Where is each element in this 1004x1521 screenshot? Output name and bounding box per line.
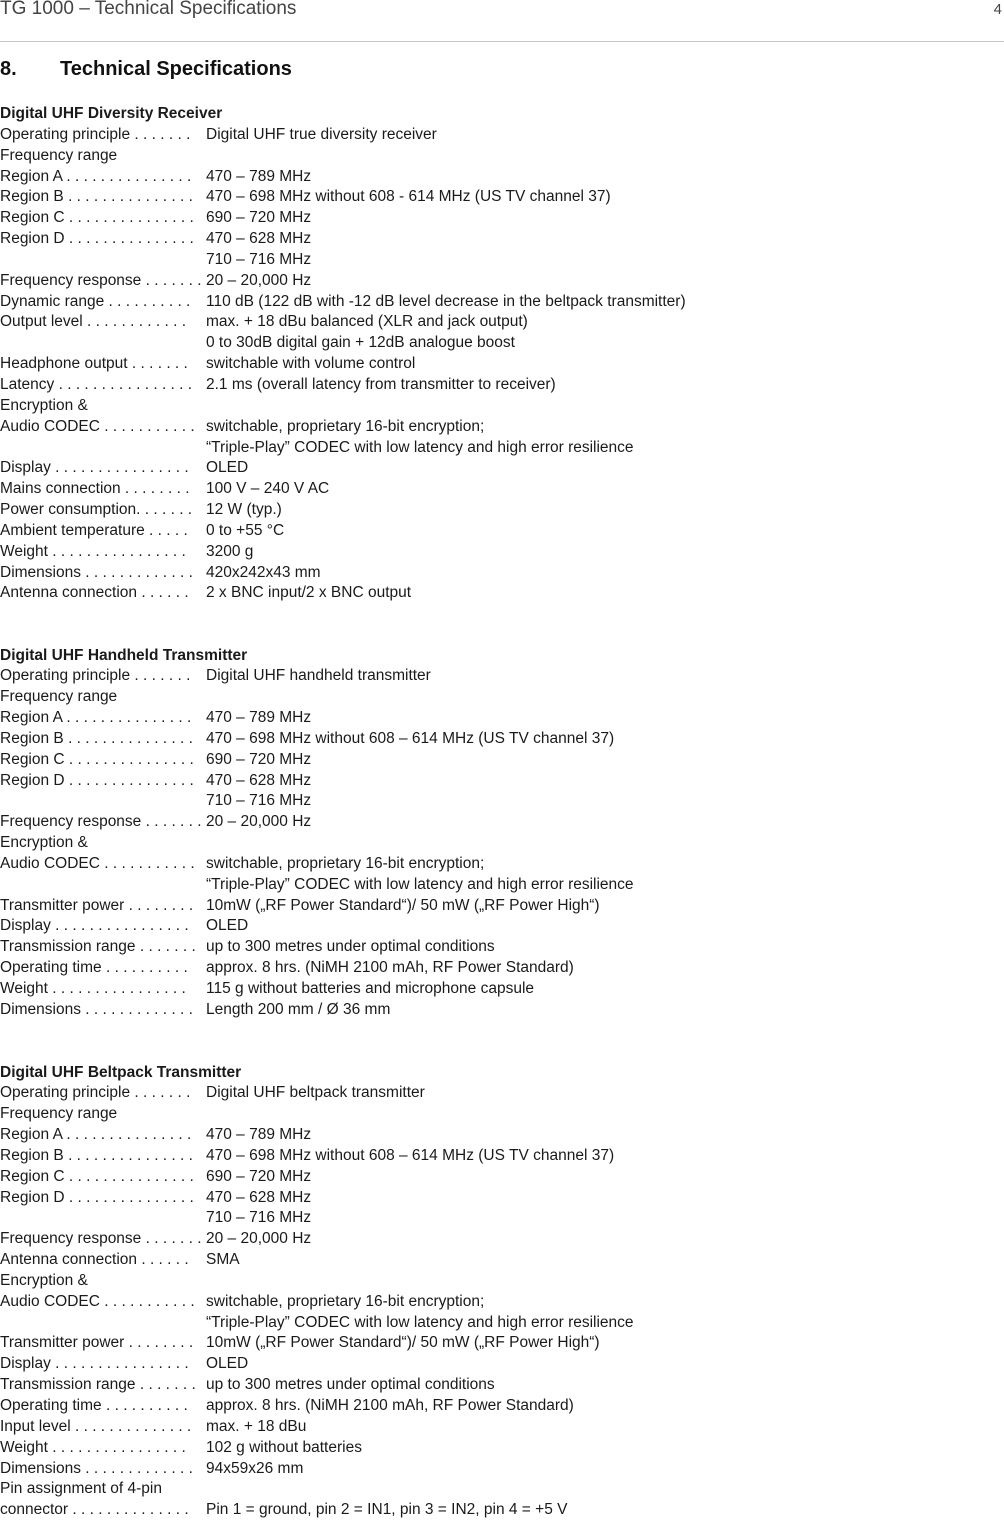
spec-value: “Triple-Play” CODEC with low latency and high error resilience bbox=[206, 438, 634, 459]
spec-value: up to 300 metres under optimal conditions bbox=[206, 937, 495, 958]
spec-value: 20 – 20,000 Hz bbox=[206, 271, 311, 292]
spec-value: 470 – 628 MHz bbox=[206, 229, 311, 250]
spec-value: OLED bbox=[206, 916, 248, 937]
spec-value: 710 – 716 MHz bbox=[206, 791, 311, 812]
spec-value: Digital UHF handheld transmitter bbox=[206, 666, 431, 687]
spec-label: Transmission range . . . . . . . bbox=[0, 937, 196, 958]
spec-row bbox=[0, 500, 1004, 521]
spec-label: Region D . . . . . . . . . . . . . . . bbox=[0, 229, 194, 250]
spec-value: 10mW („RF Power Standard“)/ 50 mW („RF Power High“) bbox=[206, 896, 600, 917]
spec-label: Region B . . . . . . . . . . . . . . . bbox=[0, 729, 193, 750]
spec-row bbox=[0, 1188, 1004, 1209]
spec-row bbox=[0, 708, 1004, 729]
spec-row bbox=[0, 771, 1004, 792]
spec-label: Region C . . . . . . . . . . . . . . . bbox=[0, 1167, 194, 1188]
spec-value: OLED bbox=[206, 458, 248, 479]
spec-label: Audio CODEC . . . . . . . . . . . bbox=[0, 854, 195, 875]
spec-label: Region D . . . . . . . . . . . . . . . bbox=[0, 1188, 194, 1209]
spec-value: 10mW („RF Power Standard“)/ 50 mW („RF Power High“) bbox=[206, 1333, 600, 1354]
spec-row bbox=[0, 666, 1004, 687]
spec-row bbox=[0, 146, 1004, 167]
spec-row bbox=[0, 1229, 1004, 1250]
spec-value: switchable with volume control bbox=[206, 354, 415, 375]
spec-label: Region D . . . . . . . . . . . . . . . bbox=[0, 771, 194, 792]
spec-value: 470 – 698 MHz without 608 – 614 MHz (US TV channel 37) bbox=[206, 1146, 614, 1167]
spec-row bbox=[0, 271, 1004, 292]
spec-label: Output level . . . . . . . . . . . . bbox=[0, 312, 186, 333]
spec-value: 3200 g bbox=[206, 542, 253, 563]
spec-row bbox=[0, 542, 1004, 563]
spec-label: Region C . . . . . . . . . . . . . . . bbox=[0, 208, 194, 229]
spec-value: 0 to 30dB digital gain + 12dB analogue boost bbox=[206, 333, 515, 354]
spec-row bbox=[0, 1000, 1004, 1021]
spec-value: 470 – 698 MHz without 608 - 614 MHz (US TV channel 37) bbox=[206, 187, 611, 208]
spec-value: 102 g without batteries bbox=[206, 1438, 362, 1459]
spec-label: Mains connection . . . . . . . . bbox=[0, 479, 190, 500]
handheld-spec-section bbox=[0, 646, 1004, 1021]
spec-value: 12 W (typ.) bbox=[206, 500, 282, 521]
spec-label: Display . . . . . . . . . . . . . . . . bbox=[0, 1354, 189, 1375]
spec-label: Frequency range bbox=[0, 687, 117, 708]
spec-row bbox=[0, 333, 1004, 354]
spec-row bbox=[0, 583, 1004, 604]
spec-value: “Triple-Play” CODEC with low latency and high error resilience bbox=[206, 875, 634, 896]
spec-value: 20 – 20,000 Hz bbox=[206, 1229, 311, 1250]
spec-label: Encryption & bbox=[0, 1271, 88, 1292]
spec-value: 110 dB (122 dB with -12 dB level decrease in the beltpack transmitter) bbox=[206, 292, 686, 313]
receiver-spec-section bbox=[0, 104, 1004, 604]
spec-row bbox=[0, 791, 1004, 812]
spec-label: Region A . . . . . . . . . . . . . . . bbox=[0, 1125, 191, 1146]
spec-label: Region B . . . . . . . . . . . . . . . bbox=[0, 1146, 193, 1167]
spec-rows bbox=[0, 125, 1004, 604]
spec-row bbox=[0, 250, 1004, 271]
spec-label: Input level . . . . . . . . . . . . . . bbox=[0, 1417, 191, 1438]
spec-value: 115 g without batteries and microphone capsule bbox=[206, 979, 534, 1000]
spec-value: Length 200 mm / Ø 36 mm bbox=[206, 1000, 390, 1021]
spec-label: Dynamic range . . . . . . . . . . bbox=[0, 292, 190, 313]
spec-label: Power consumption. . . . . . . bbox=[0, 500, 192, 521]
spec-value: 690 – 720 MHz bbox=[206, 1167, 311, 1188]
chapter-heading bbox=[0, 58, 292, 81]
spec-label: Encryption & bbox=[0, 833, 88, 854]
spec-value: Pin 1 = ground, pin 2 = IN1, pin 3 = IN2, pin 4 = +5 V bbox=[206, 1500, 567, 1521]
spec-value: switchable, proprietary 16-bit encryption; bbox=[206, 1292, 484, 1313]
spec-row bbox=[0, 208, 1004, 229]
spec-label: Headphone output . . . . . . . bbox=[0, 354, 188, 375]
spec-row bbox=[0, 1208, 1004, 1229]
spec-row bbox=[0, 1250, 1004, 1271]
spec-row bbox=[0, 1292, 1004, 1313]
spec-label: Operating principle . . . . . . . bbox=[0, 666, 190, 687]
spec-label: Dimensions . . . . . . . . . . . . . bbox=[0, 563, 193, 584]
spec-label: Transmission range . . . . . . . bbox=[0, 1375, 196, 1396]
spec-row bbox=[0, 833, 1004, 854]
beltpack-spec-section bbox=[0, 1063, 1004, 1521]
page-number: 4 bbox=[994, 1, 1002, 18]
spec-label: Encryption & bbox=[0, 396, 88, 417]
spec-row bbox=[0, 750, 1004, 771]
spec-row bbox=[0, 1104, 1004, 1125]
spec-value: 100 V – 240 V AC bbox=[206, 479, 329, 500]
spec-value: 690 – 720 MHz bbox=[206, 208, 311, 229]
spec-value: 470 – 789 MHz bbox=[206, 167, 311, 188]
spec-row bbox=[0, 896, 1004, 917]
spec-label: Dimensions . . . . . . . . . . . . . bbox=[0, 1459, 193, 1480]
spec-value: “Triple-Play” CODEC with low latency and high error resilience bbox=[206, 1313, 634, 1334]
spec-row bbox=[0, 1313, 1004, 1334]
chapter-title: Technical Specifications bbox=[60, 58, 292, 80]
section-title: Digital UHF Handheld Transmitter bbox=[0, 646, 1004, 667]
spec-row bbox=[0, 1125, 1004, 1146]
spec-row bbox=[0, 125, 1004, 146]
spec-row bbox=[0, 375, 1004, 396]
spec-label: Frequency response . . . . . . . bbox=[0, 271, 202, 292]
spec-label: Frequency range bbox=[0, 1104, 117, 1125]
spec-label: Display . . . . . . . . . . . . . . . . bbox=[0, 458, 189, 479]
spec-value: 2 x BNC input/2 x BNC output bbox=[206, 583, 411, 604]
spec-row bbox=[0, 1333, 1004, 1354]
spec-label: Audio CODEC . . . . . . . . . . . bbox=[0, 417, 195, 438]
spec-row bbox=[0, 729, 1004, 750]
spec-row bbox=[0, 1500, 1004, 1521]
spec-row bbox=[0, 1167, 1004, 1188]
spec-label: Region C . . . . . . . . . . . . . . . bbox=[0, 750, 194, 771]
spec-label: Region A . . . . . . . . . . . . . . . bbox=[0, 167, 191, 188]
spec-row bbox=[0, 958, 1004, 979]
spec-value: 20 – 20,000 Hz bbox=[206, 812, 311, 833]
spec-row bbox=[0, 1459, 1004, 1480]
spec-value: approx. 8 hrs. (NiMH 2100 mAh, RF Power Standard) bbox=[206, 1396, 574, 1417]
spec-label: Antenna connection . . . . . . bbox=[0, 1250, 189, 1271]
spec-value: max. + 18 dBu bbox=[206, 1417, 306, 1438]
spec-row bbox=[0, 187, 1004, 208]
spec-row bbox=[0, 312, 1004, 333]
spec-label: Transmitter power . . . . . . . . bbox=[0, 896, 193, 917]
spec-row bbox=[0, 354, 1004, 375]
spec-row bbox=[0, 854, 1004, 875]
spec-row bbox=[0, 521, 1004, 542]
spec-label: Antenna connection . . . . . . bbox=[0, 583, 189, 604]
spec-row bbox=[0, 396, 1004, 417]
document-title: TG 1000 – Technical Specifications bbox=[0, 0, 296, 20]
spec-label: Operating principle . . . . . . . bbox=[0, 1083, 190, 1104]
spec-value: 470 – 789 MHz bbox=[206, 708, 311, 729]
spec-row bbox=[0, 292, 1004, 313]
spec-label: connector . . . . . . . . . . . . . . bbox=[0, 1500, 189, 1521]
spec-row bbox=[0, 229, 1004, 250]
spec-label: Frequency range bbox=[0, 146, 117, 167]
spec-row bbox=[0, 1083, 1004, 1104]
spec-label: Operating time . . . . . . . . . . bbox=[0, 1396, 188, 1417]
spec-row bbox=[0, 417, 1004, 438]
spec-row bbox=[0, 438, 1004, 459]
spec-value: OLED bbox=[206, 1354, 248, 1375]
spec-row bbox=[0, 1396, 1004, 1417]
spec-value: SMA bbox=[206, 1250, 240, 1271]
spec-value: Digital UHF beltpack transmitter bbox=[206, 1083, 425, 1104]
spec-value: 2.1 ms (overall latency from transmitter to receiver) bbox=[206, 375, 556, 396]
spec-row bbox=[0, 916, 1004, 937]
page-header bbox=[0, 0, 1004, 42]
spec-row bbox=[0, 458, 1004, 479]
spec-value: 470 – 698 MHz without 608 – 614 MHz (US TV channel 37) bbox=[206, 729, 614, 750]
spec-label: Display . . . . . . . . . . . . . . . . bbox=[0, 916, 189, 937]
spec-label: Operating time . . . . . . . . . . bbox=[0, 958, 188, 979]
spec-row bbox=[0, 1438, 1004, 1459]
spec-row bbox=[0, 479, 1004, 500]
spec-label: Frequency response . . . . . . . bbox=[0, 1229, 202, 1250]
spec-row bbox=[0, 167, 1004, 188]
spec-label: Pin assignment of 4-pin bbox=[0, 1479, 162, 1500]
spec-row bbox=[0, 687, 1004, 708]
spec-row bbox=[0, 1271, 1004, 1292]
spec-value: up to 300 metres under optimal conditions bbox=[206, 1375, 495, 1396]
spec-rows bbox=[0, 1083, 1004, 1521]
spec-label: Ambient temperature . . . . . bbox=[0, 521, 188, 542]
spec-label: Transmitter power . . . . . . . . bbox=[0, 1333, 193, 1354]
section-title: Digital UHF Diversity Receiver bbox=[0, 104, 1004, 125]
spec-value: 470 – 789 MHz bbox=[206, 1125, 311, 1146]
spec-value: max. + 18 dBu balanced (XLR and jack output) bbox=[206, 312, 528, 333]
spec-row bbox=[0, 1375, 1004, 1396]
spec-value: 470 – 628 MHz bbox=[206, 771, 311, 792]
spec-value: 0 to +55 °C bbox=[206, 521, 284, 542]
spec-row bbox=[0, 979, 1004, 1000]
spec-label: Latency . . . . . . . . . . . . . . . . bbox=[0, 375, 192, 396]
spec-value: Digital UHF true diversity receiver bbox=[206, 125, 437, 146]
spec-label: Frequency response . . . . . . . bbox=[0, 812, 202, 833]
spec-row bbox=[0, 875, 1004, 896]
spec-row bbox=[0, 1479, 1004, 1500]
spec-value: 94x59x26 mm bbox=[206, 1459, 303, 1480]
spec-label: Region B . . . . . . . . . . . . . . . bbox=[0, 187, 193, 208]
spec-row bbox=[0, 1146, 1004, 1167]
spec-row bbox=[0, 1354, 1004, 1375]
chapter-number: 8. bbox=[0, 58, 60, 81]
spec-rows bbox=[0, 666, 1004, 1020]
spec-value: approx. 8 hrs. (NiMH 2100 mAh, RF Power Standard) bbox=[206, 958, 574, 979]
spec-label: Region A . . . . . . . . . . . . . . . bbox=[0, 708, 191, 729]
spec-label: Weight . . . . . . . . . . . . . . . . bbox=[0, 979, 186, 1000]
spec-value: 690 – 720 MHz bbox=[206, 750, 311, 771]
spec-value: 470 – 628 MHz bbox=[206, 1188, 311, 1209]
spec-row bbox=[0, 812, 1004, 833]
spec-row bbox=[0, 1417, 1004, 1438]
spec-value: 710 – 716 MHz bbox=[206, 1208, 311, 1229]
section-title: Digital UHF Beltpack Transmitter bbox=[0, 1063, 1004, 1084]
spec-value: 710 – 716 MHz bbox=[206, 250, 311, 271]
spec-value: 420x242x43 mm bbox=[206, 563, 321, 584]
spec-label: Dimensions . . . . . . . . . . . . . bbox=[0, 1000, 193, 1021]
spec-label: Audio CODEC . . . . . . . . . . . bbox=[0, 1292, 195, 1313]
spec-label: Weight . . . . . . . . . . . . . . . . bbox=[0, 1438, 186, 1459]
spec-label: Operating principle . . . . . . . bbox=[0, 125, 190, 146]
spec-row bbox=[0, 937, 1004, 958]
spec-value: switchable, proprietary 16-bit encryption; bbox=[206, 854, 484, 875]
spec-value: switchable, proprietary 16-bit encryption; bbox=[206, 417, 484, 438]
spec-row bbox=[0, 563, 1004, 584]
spec-label: Weight . . . . . . . . . . . . . . . . bbox=[0, 542, 186, 563]
